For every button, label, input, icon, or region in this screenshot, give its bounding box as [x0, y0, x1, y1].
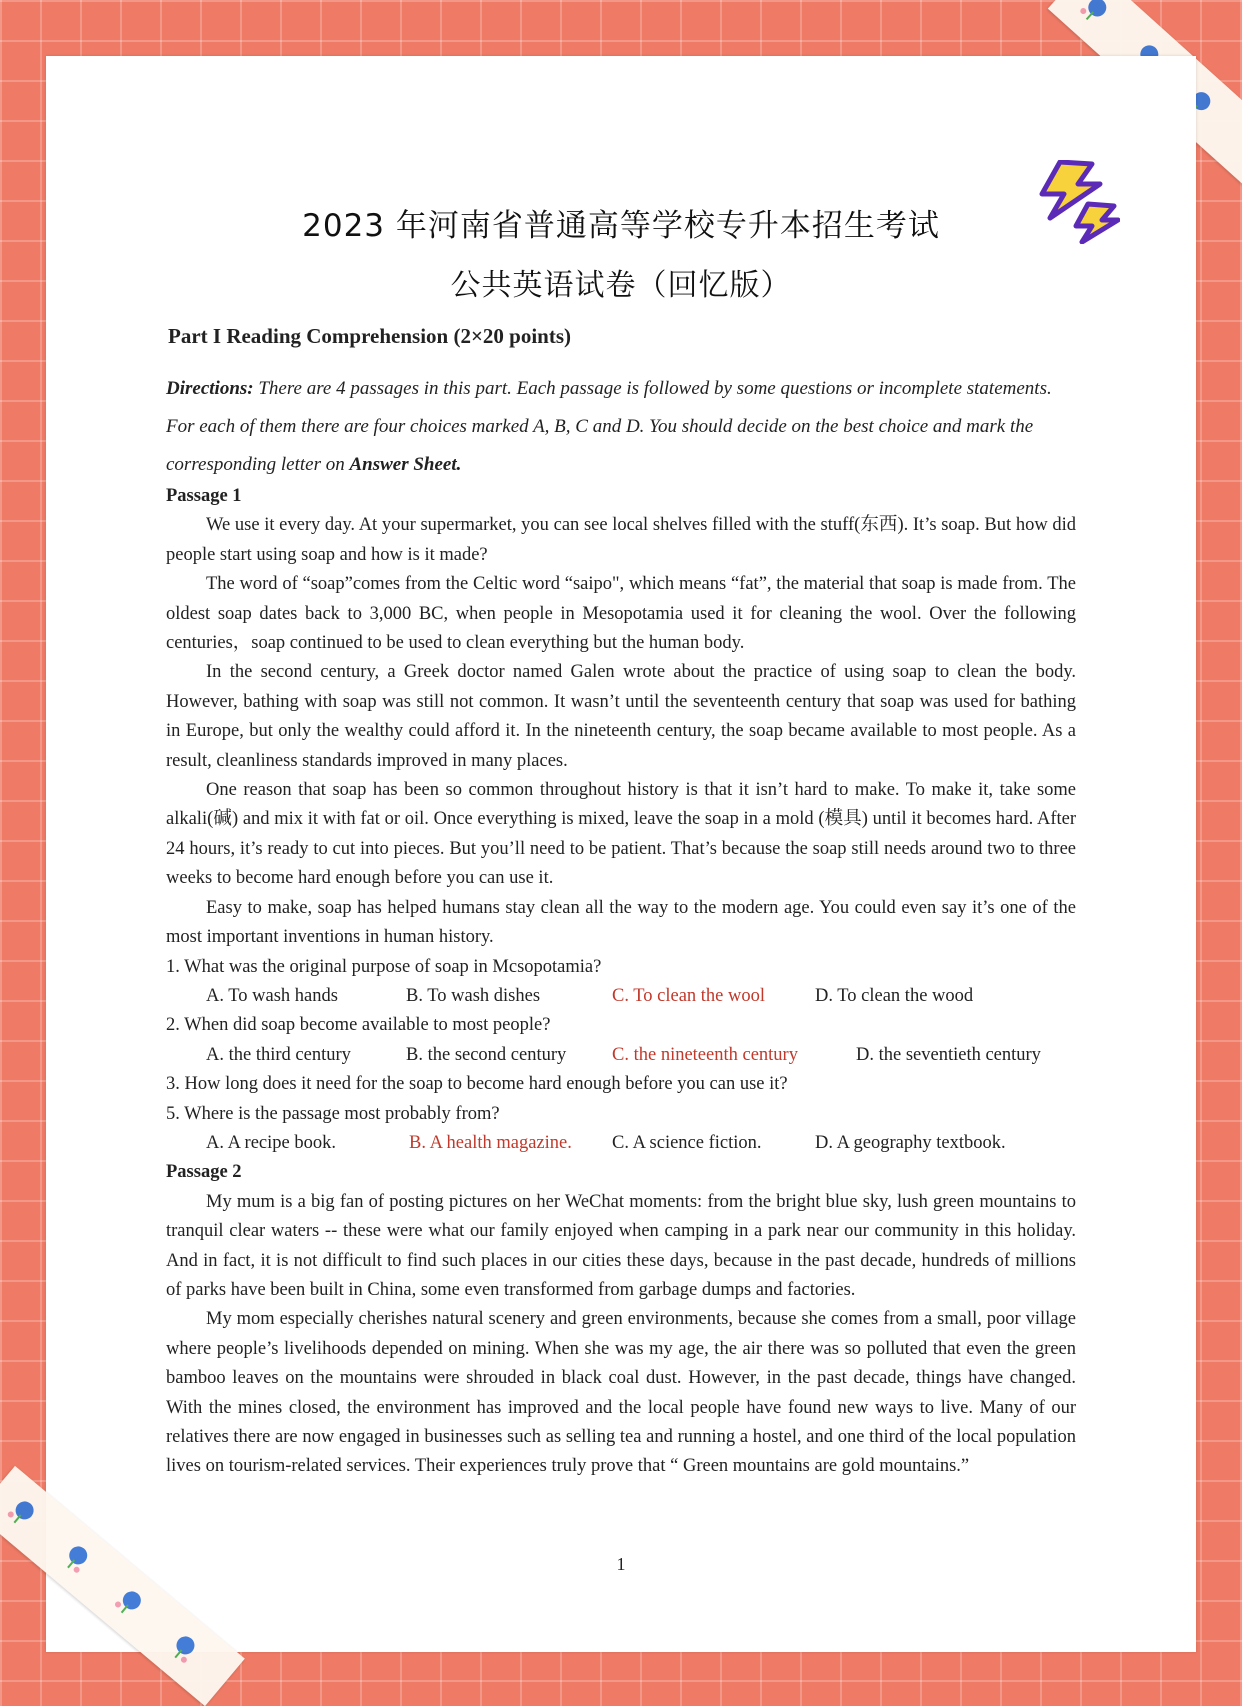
question-stem: 2. When did soap become available to most people?	[166, 1011, 1076, 1040]
part-heading: Part I Reading Comprehension (2×20 points)	[168, 324, 571, 349]
passage-paragraph: In the second century, a Greek doctor named Galen wrote about the practice of using soap to clean the body. However, bathing with soap was still not common. It wasn’t until the seventeenth century that soap was used for bathing in Europe, but only the wealthy could afford it. In the nineteenth century, the soap became available to most people. As a result, cleanliness standards improved in many places.	[166, 658, 1076, 776]
passage-paragraph: My mum is a big fan of posting pictures on her WeChat moments: from the bright blue sky, lush green mountains to tranquil clear waters -- these were what our family enjoyed when camping in a park near our community in this holiday. And in fact, it is not difficult to find such places in our cities these days, because in the past decade, hundreds of millions of parks have been built in China, some even transformed from garbage dumps and factories.	[166, 1188, 1076, 1306]
option-c: C. A science fiction.	[612, 1129, 762, 1158]
passage-paragraph: One reason that soap has been so common throughout history is that it isn’t hard to make. To make it, take some alkali(碱) and mix it with fat or oil. Once everything is mixed, leave the soap in a mold (模具) until it becomes hard. After 24 hours, it’s ready to cut into pieces. But you’ll need to be patient. That’s because the soap still needs around two to three weeks to become hard enough before you can use it.	[166, 776, 1076, 894]
flower-icon	[1229, 127, 1242, 172]
option-d: D. the seventieth century	[856, 1041, 1041, 1070]
option-a: A. the third century	[206, 1041, 351, 1070]
option-d: D. A geography textbook.	[815, 1129, 1006, 1158]
question-options	[166, 1129, 1076, 1158]
directions-label: Directions:	[166, 378, 254, 399]
question-stem: 5. Where is the passage most probably from?	[166, 1100, 1076, 1129]
flower-icon	[162, 1624, 207, 1669]
page-number: 1	[0, 1554, 1242, 1575]
directions-emphasis: Answer Sheet.	[349, 454, 461, 475]
question-stem: 1. What was the original purpose of soap in Mcsopotamia?	[166, 953, 1076, 982]
flower-icon	[1073, 0, 1118, 32]
flower-icon	[54, 1534, 99, 1579]
option-b: B. To wash dishes	[406, 982, 540, 1011]
option-b-answer: B. A health magazine.	[409, 1129, 572, 1158]
zhihu-watermark: 知乎 @河南精通专升本	[836, 1591, 1188, 1638]
flower-icon	[1, 1489, 46, 1534]
passage-heading: Passage 1	[166, 482, 1076, 511]
question-stem: 3. How long does it need for the soap to become hard enough before you can use it?	[166, 1070, 1076, 1099]
passage-heading: Passage 2	[166, 1158, 1076, 1187]
reading-content	[166, 482, 1076, 1482]
directions-text: There are 4 passages in this part. Each passage is followed by some questions or incomplete statements. For each of them there are four choices marked A, B, C and D. You should decide on the best choice and mark the corresponding letter on	[166, 378, 1052, 475]
passage-paragraph: The word of “soap”comes from the Celtic word “saipo", which means “fat”, the material that soap is made from. The oldest soap dates back to 3,000 BC, when people in Mesopotamia used it for cleaning the wool. Over the following centuries，soap continued to be used to clean everything but the human body.	[166, 570, 1076, 658]
option-a: A. To wash hands	[206, 982, 338, 1011]
option-d: D. To clean the wood	[815, 982, 973, 1011]
option-b: B. the second century	[406, 1041, 566, 1070]
exam-title: 2023 年河南省普通高等学校专升本招生考试	[0, 200, 1242, 245]
passage-paragraph: We use it every day. At your supermarket, you can see local shelves filled with the stuff(东西). It’s soap. But how did people start using soap and how is it made?	[166, 511, 1076, 570]
exam-subtitle: 公共英语试卷（回忆版）	[0, 260, 1242, 304]
question-options	[166, 982, 1076, 1011]
option-c-answer: C. To clean the wool	[612, 982, 765, 1011]
flower-icon	[108, 1579, 153, 1624]
passage-paragraph: My mom especially cherishes natural scenery and green environments, because she comes from a small, poor village where people’s livelihoods depended on mining. When she was my age, the air there was so polluted that even the green bamboo leaves on the mountains were shrouded in black coal dust. However, in the past decade, things have changed. With the mines closed, the environment has improved and the local people have found new ways to live. Many of our relatives there are now engaged in businesses such as selling tea and running a hostel, and one third of the local population lives on tourism-related services. Their experiences truly prove that “ Green mountains are gold mountains.”	[166, 1305, 1076, 1481]
directions-block	[166, 370, 1076, 484]
option-a: A. A recipe book.	[206, 1129, 336, 1158]
passage-paragraph: Easy to make, soap has helped humans stay clean all the way to the modern age. You could even say it’s one of the most important inventions in human history.	[166, 894, 1076, 953]
option-c-answer: C. the nineteenth century	[612, 1041, 798, 1070]
question-options	[166, 1041, 1076, 1070]
